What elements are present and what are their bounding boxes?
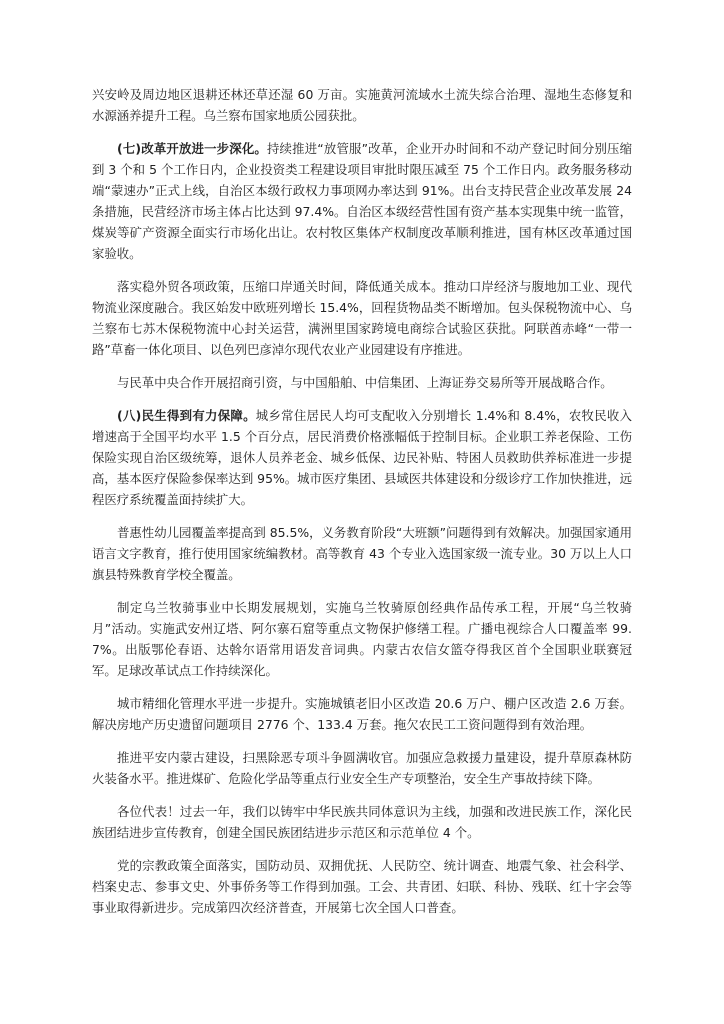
paragraph-10 xyxy=(92,801,632,843)
paragraph-11-text: 党的宗教政策全面落实，国防动员、双拥优抚、人民防空、统计调查、地震气象、社会科学、档案史志、参事文史、外事侨务等工作得到加强。工会、共青团、妇联、科协、残联、红十字会等事业取得新进步。完成第四次经济普查，开展第七次全国人口普查。 xyxy=(92,858,632,915)
paragraph-1-text: 兴安岭及周边地区退耕还林还草还湿 60 万亩。实施黄河流域水土流失综合治理、湿地生态修复和水源涵养提升工程。乌兰察布国家地质公园获批。 xyxy=(92,87,632,123)
paragraph-5-text: 城乡常住居民人均可支配收入分别增长 1.4%和 8.4%，农牧民收入增速高于全国平均水平 1.5 个百分点，居民消费价格涨幅低于控制目标。企业职工养老保险、工伤保险实现自治区级统筹，退休人员养老金、城乡低保、边民补贴、特困人员救助供养标准进一步提高，基本医疗保险参保率达到 95%。城市医疗集团、县域医共体建设和分级诊疗工作加快推进，远程医疗系统覆盖面持续扩大。 xyxy=(92,408,633,507)
paragraph-7-text: 制定乌兰牧骑事业中长期发展规划，实施乌兰牧骑原创经典作品传承工程，开展“乌兰牧骑月”活动。实施武安州辽塔、阿尔寨石窟等重点文物保护修缮工程。广播电视综合人口覆盖率 99.7%。出版鄂伦春语、达斡尔语常用语发音词典。内蒙古农信女篮夺得我区首个全国职业联赛冠军。足球改革试点工作持续深化。 xyxy=(92,600,632,678)
paragraph-3 xyxy=(92,276,632,360)
paragraph-9-text: 推进平安内蒙古建设，扫黑除恶专项斗争圆满收官。加强应急救援力量建设，提升草原森林防火装备水平。推进煤矿、危险化学品等重点行业安全生产专项整治，安全生产事故持续下降。 xyxy=(92,750,632,786)
paragraph-5 xyxy=(92,405,632,510)
paragraph-6-text: 普惠性幼儿园覆盖率提高到 85.5%，义务教育阶段“大班额”问题得到有效解决。加强国家通用语言文字教育，推行使用国家统编教材。高等教育 43 个专业入选国家级一流专业。30 万以上人口旗县特殊教育学校全覆盖。 xyxy=(92,525,632,582)
paragraph-11 xyxy=(92,855,632,918)
document-page xyxy=(92,84,632,930)
section-heading-livelihood: (八)民生得到有力保障。 xyxy=(117,408,256,423)
paragraph-4 xyxy=(92,372,632,393)
paragraph-9 xyxy=(92,747,632,789)
paragraph-7 xyxy=(92,597,632,681)
paragraph-2-text: 持续推进“放管服”改革，企业开办时间和不动产登记时间分别压缩到 3 个和 5 个工作日内，企业投资类工程建设项目审批时限压减至 75 个工作日内。政务服务移动端“蒙速办”正式上线，自治区本级行政权力事项网办率达到 91%。出台支持民营企业改革发展 24 条措施，民营经济市场主体占比达到 97.4%。自治区本级经营性国有资产基本实现集中统一监管，煤炭等矿产资源全面实行市场化出让。农村牧区集体产权制度改革顺利推进，国有林区改革通过国家验收。 xyxy=(92,141,633,261)
paragraph-3-text: 落实稳外贸各项政策，压缩口岸通关时间，降低通关成本。推动口岸经济与腹地加工业、现代物流业深度融合。我区始发中欧班列增长 15.4%，回程货物品类不断增加。包头保税物流中心、乌兰察布七苏木保税物流中心封关运营，满洲里国家跨境电商综合试验区获批。阿联酋赤峰“一带一路”草畜一体化项目、以色列巴彦淖尔现代农业产业园建设有序推进。 xyxy=(92,279,632,357)
paragraph-6 xyxy=(92,522,632,585)
paragraph-1 xyxy=(92,84,632,126)
paragraph-8-text: 城市精细化管理水平进一步提升。实施城镇老旧小区改造 20.6 万户、棚户区改造 2.6 万套。解决房地产历史遗留问题项目 2776 个、133.4 万套。拖欠农民工工资问题得到有效治理。 xyxy=(92,696,632,732)
paragraph-10-text: 各位代表！过去一年，我们以铸牢中华民族共同体意识为主线，加强和改进民族工作，深化民族团结进步宣传教育，创建全国民族团结进步示范区和示范单位 4 个。 xyxy=(92,804,632,840)
section-heading-reform: (七)改革开放进一步深化。 xyxy=(117,141,267,156)
paragraph-8 xyxy=(92,693,632,735)
paragraph-4-text: 与民革中央合作开展招商引资，与中国船舶、中信集团、上海证券交易所等开展战略合作。 xyxy=(117,375,613,390)
paragraph-2 xyxy=(92,138,632,264)
